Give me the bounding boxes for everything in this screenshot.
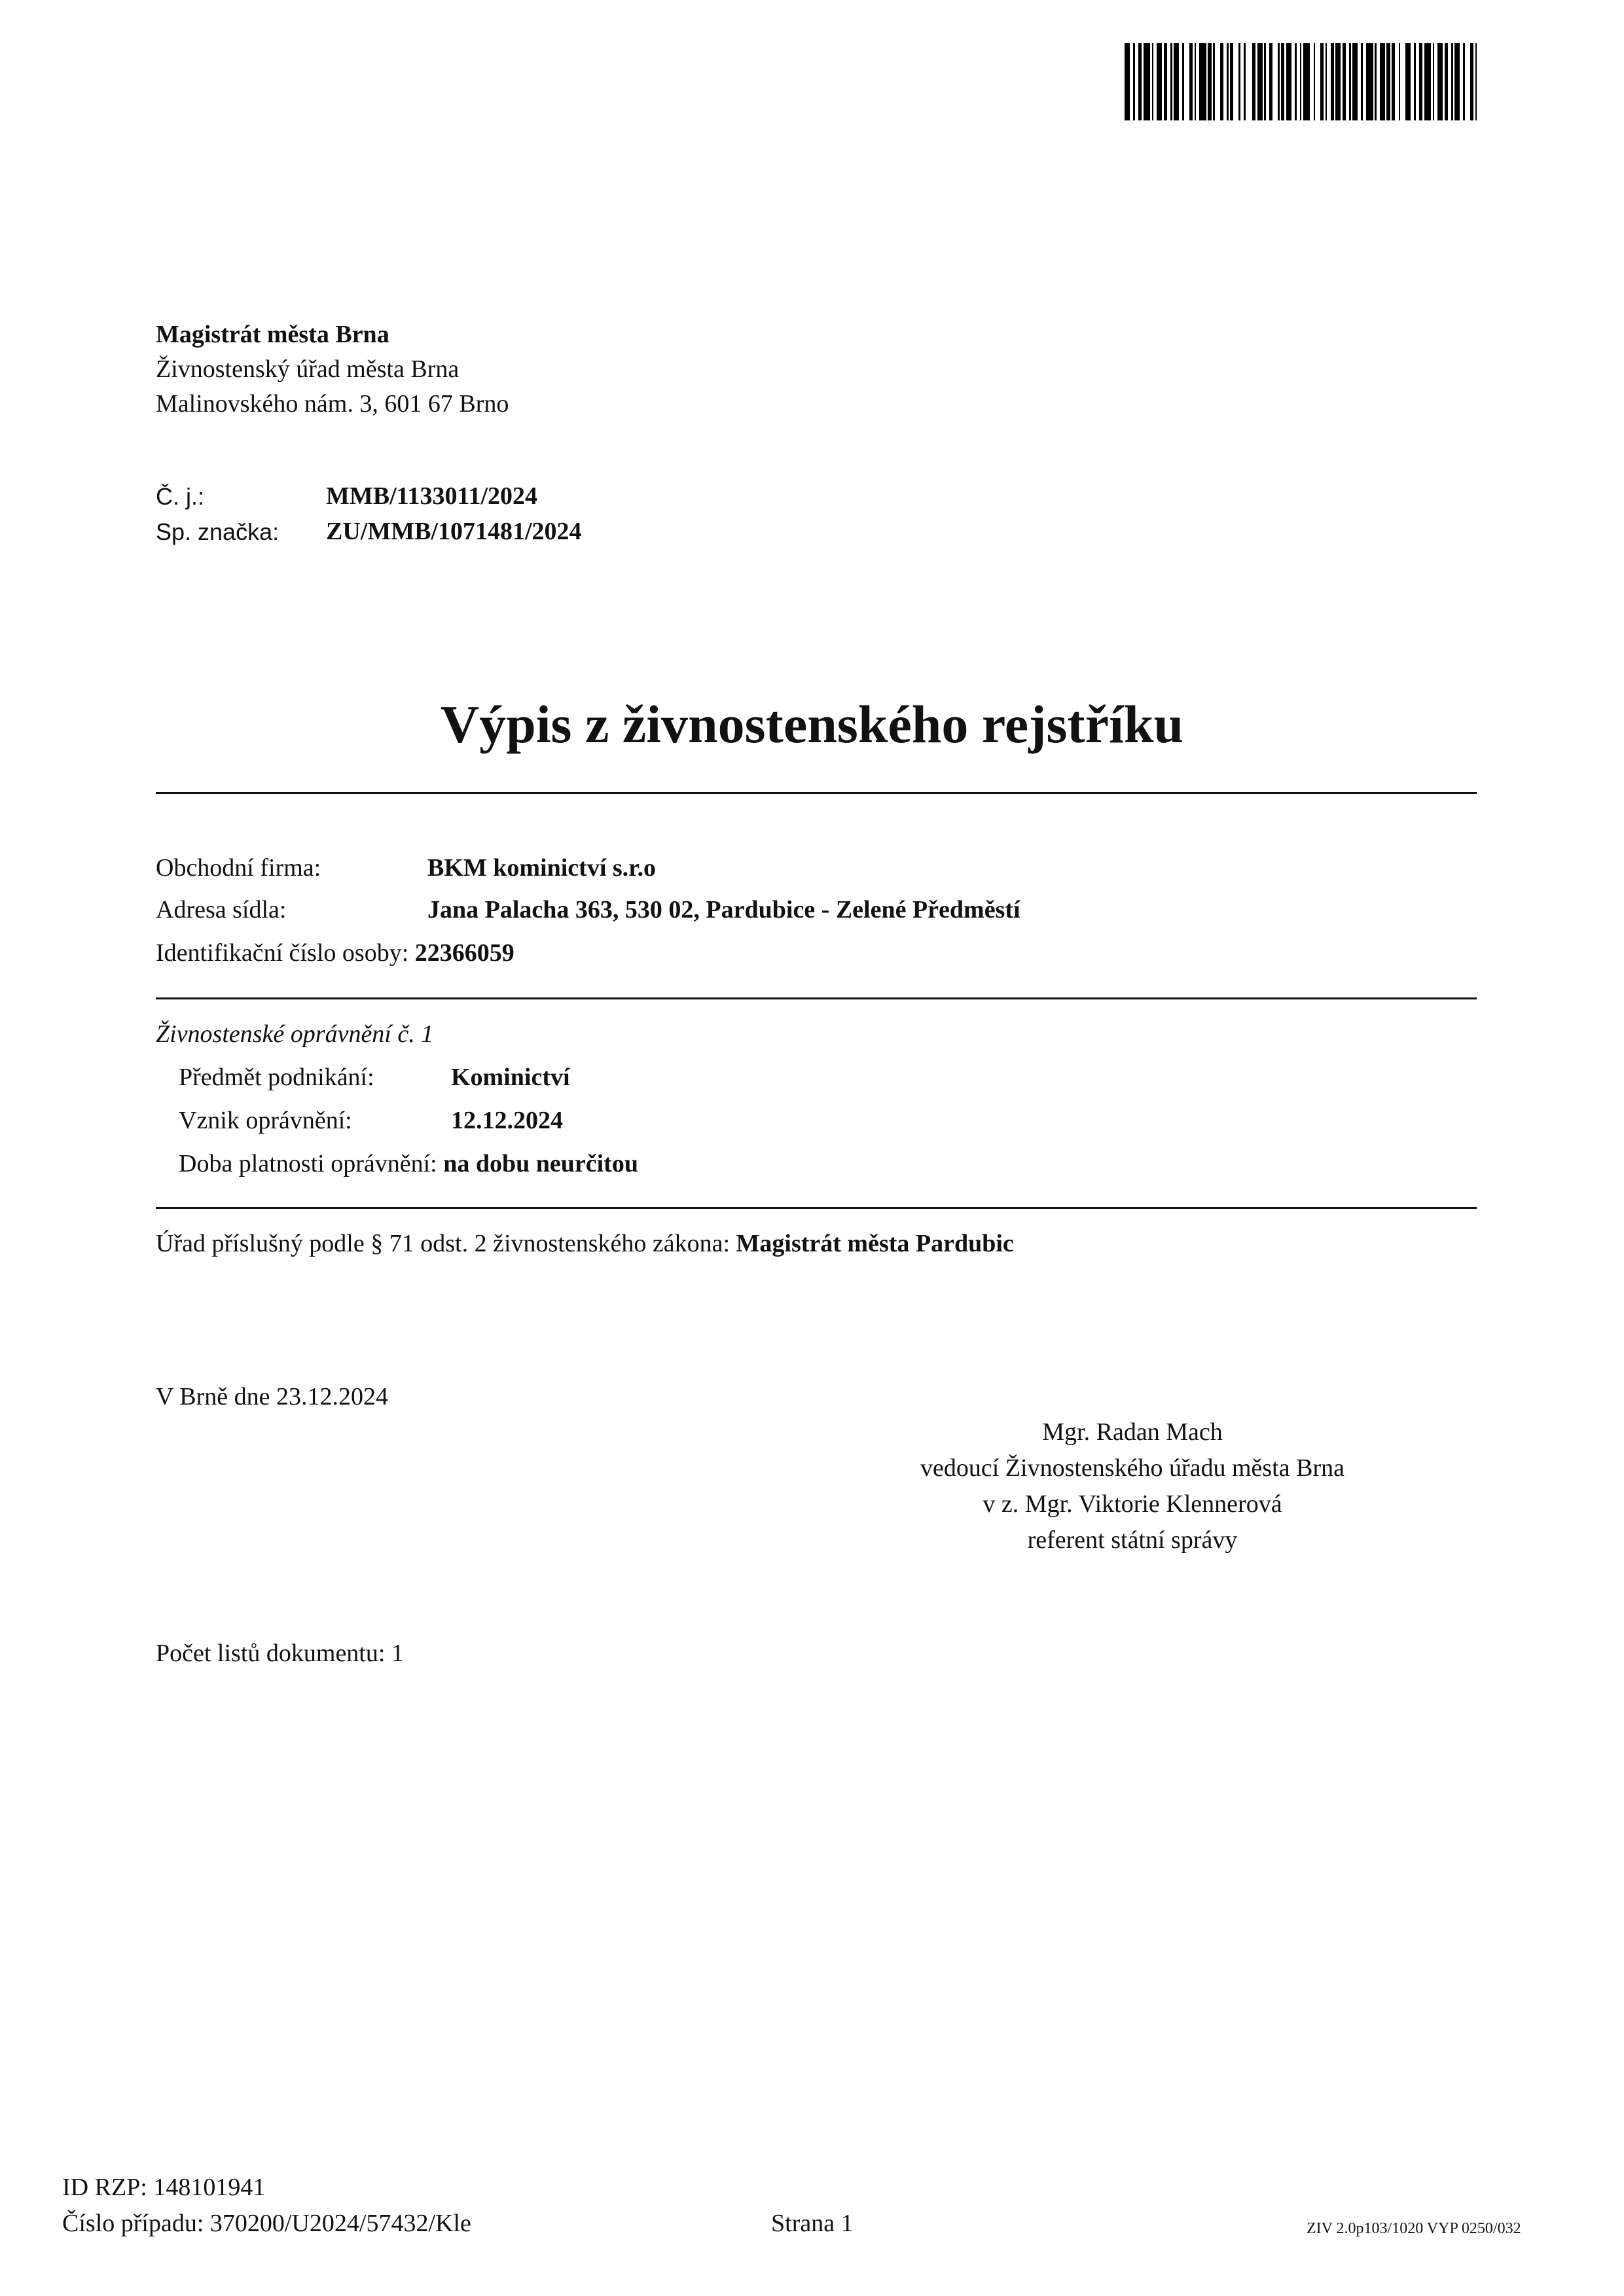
barcode-bar <box>1213 43 1215 120</box>
barcode-bar <box>1125 43 1130 120</box>
barcode-bar <box>1352 43 1358 120</box>
divider-top <box>156 792 1477 794</box>
barcode-bar <box>1320 43 1324 120</box>
barcode-bar <box>1437 43 1443 120</box>
barcode-bar <box>1361 43 1363 120</box>
sheet-count: Počet listů dokumentu: 1 <box>156 1640 404 1667</box>
footer-id-rzp: ID RZP: 148101941 <box>62 2174 266 2201</box>
barcode-bar <box>1138 43 1142 120</box>
page-title: Výpis z živnostenského rejstříku <box>440 694 1184 754</box>
barcode-bar <box>1227 43 1229 120</box>
spzn-value: ZU/MMB/1071481/2024 <box>326 518 582 545</box>
barcode-bar <box>1470 43 1473 120</box>
address-value: Jana Palacha 363, 530 02, Pardubice - Zelené Předměstí <box>427 896 1020 924</box>
spzn-label: Sp. značka: <box>156 518 280 545</box>
divider-license <box>156 1207 1477 1209</box>
barcode-bar <box>1220 43 1223 120</box>
barcode <box>1125 43 1478 120</box>
barcode-bar <box>1433 43 1435 120</box>
barcode-bar <box>1164 43 1167 120</box>
barcode-bar <box>1463 43 1465 120</box>
authority-label: Úřad příslušný podle § 71 odst. 2 živnostenského zákona: <box>156 1230 731 1257</box>
divider-company <box>156 997 1477 999</box>
signature-deputy: v z. Mgr. Viktorie Klennerová <box>983 1490 1282 1518</box>
barcode-bar <box>1414 43 1416 120</box>
validity-value: na dobu neurčitou <box>443 1150 638 1177</box>
barcode-bar <box>1454 43 1460 120</box>
barcode-bar <box>1195 43 1197 120</box>
firm-label: Obchodní firma: <box>156 854 321 882</box>
barcode-bar <box>1335 43 1341 120</box>
signature-role: referent státní správy <box>1027 1526 1238 1554</box>
signature-position: vedoucí Živnostenského úřadu města Brna <box>920 1454 1344 1482</box>
barcode-bar <box>1278 43 1280 120</box>
barcode-bar <box>1331 43 1334 120</box>
barcode-bar <box>1405 43 1411 120</box>
barcode-bar <box>1399 43 1401 120</box>
office-name: Magistrát města Brna <box>156 321 389 348</box>
barcode-bar <box>1451 43 1453 120</box>
barcode-bar <box>1244 43 1246 120</box>
barcode-bar <box>1366 43 1373 120</box>
footer-case-number: Číslo případu: 370200/U2024/57432/Kle <box>62 2210 471 2237</box>
barcode-bar <box>1286 43 1291 120</box>
authority-value: Magistrát města Pardubic <box>736 1230 1014 1257</box>
barcode-bar <box>1380 43 1385 120</box>
barcode-bar <box>1199 43 1206 120</box>
firm-value: BKM kominictví s.r.o <box>427 854 657 882</box>
subject-value: Kominictví <box>451 1064 570 1091</box>
authority-row <box>156 1228 1014 1260</box>
barcode-bar <box>1445 43 1448 120</box>
barcode-bar <box>1314 43 1316 120</box>
barcode-bar <box>1343 43 1346 120</box>
barcode-bar <box>1182 43 1184 120</box>
office-unit: Živnostenský úřad města Brna <box>156 355 460 383</box>
barcode-bar <box>1303 43 1310 120</box>
address-label: Adresa sídla: <box>156 896 287 924</box>
barcode-bar <box>1144 43 1150 120</box>
footer-page-number: Strana 1 <box>771 2210 854 2237</box>
barcode-bar <box>1349 43 1351 120</box>
barcode-bar <box>1152 43 1154 120</box>
barcode-bar <box>1257 43 1263 120</box>
barcode-bar <box>1475 43 1477 120</box>
barcode-bar <box>1295 43 1297 120</box>
place-date: V Brně dne 23.12.2024 <box>156 1383 388 1410</box>
barcode-bar <box>1300 43 1302 120</box>
barcode-bar <box>1157 43 1162 120</box>
license-heading: Živnostenské oprávnění č. 1 <box>156 1020 434 1048</box>
barcode-bar <box>1269 43 1272 120</box>
barcode-bar <box>1326 43 1327 120</box>
validity-row <box>179 1148 638 1180</box>
barcode-bar <box>1424 43 1431 120</box>
barcode-bar <box>1419 43 1422 120</box>
barcode-bar <box>1208 43 1211 120</box>
barcode-bar <box>1170 43 1172 120</box>
barcode-bar <box>1375 43 1377 120</box>
barcode-bar <box>1189 43 1193 120</box>
barcode-bar <box>1392 43 1395 120</box>
subject-label: Předmět podnikání: <box>179 1064 374 1091</box>
cj-value: MMB/1133011/2024 <box>326 482 537 510</box>
barcode-bar <box>1252 43 1255 120</box>
barcode-bar <box>1230 43 1233 120</box>
cj-label: Č. j.: <box>156 483 205 510</box>
origin-label: Vznik oprávnění: <box>179 1107 352 1134</box>
barcode-bar <box>1174 43 1179 120</box>
office-address: Malinovského nám. 3, 601 67 Brno <box>156 390 509 418</box>
signature-name: Mgr. Radan Mach <box>1042 1418 1223 1446</box>
id-label: Identifikační číslo osoby: <box>156 939 409 967</box>
barcode-bar <box>1264 43 1266 120</box>
barcode-bar <box>1133 43 1135 120</box>
id-value: 22366059 <box>414 939 514 967</box>
barcode-bar <box>1281 43 1284 120</box>
barcode-bar <box>1238 43 1240 120</box>
footer-form-code: ZIV 2.0p103/1020 VYP 0250/032 <box>1307 2220 1521 2237</box>
validity-label: Doba platnosti oprávnění: <box>179 1150 437 1177</box>
barcode-bar <box>1386 43 1390 120</box>
origin-value: 12.12.2024 <box>451 1107 563 1134</box>
id-row <box>156 937 514 969</box>
